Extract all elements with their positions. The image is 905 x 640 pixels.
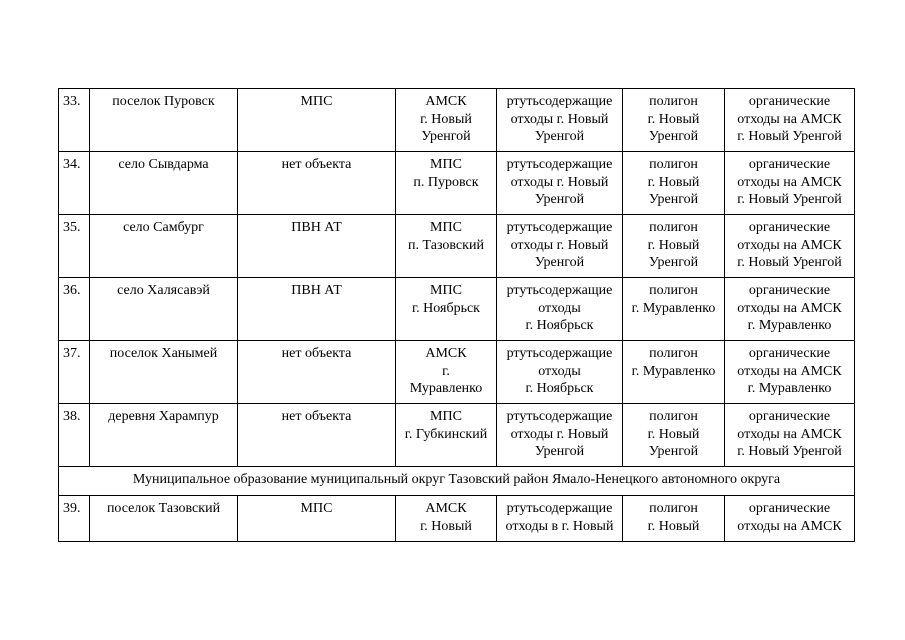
cell-line: г. Новый Уренгой — [737, 129, 842, 144]
cell-line: органические — [748, 94, 831, 109]
cell-line: органические — [748, 283, 831, 298]
cell-line: органические — [748, 409, 831, 424]
cell-line: полигон — [649, 220, 698, 235]
settlement-cell: поселок Ханымей — [90, 341, 238, 404]
cell-line: отходы на АМСК — [737, 426, 842, 442]
settlement-cell: поселок Пуровск — [90, 89, 238, 152]
settlement-cell: село Сывдарма — [90, 152, 238, 215]
object-cell: нет объекта — [238, 152, 396, 215]
cell-line: г. Губкинский — [404, 426, 488, 442]
cell-line: г. Новый — [647, 426, 700, 442]
transfer-cell — [396, 152, 497, 215]
object-cell: нет объекта — [238, 404, 396, 467]
table-row — [59, 215, 855, 278]
cell-line: г. Ноябрьск — [525, 318, 594, 333]
mercury-waste-cell — [497, 89, 623, 152]
transfer-cell — [396, 278, 497, 341]
cell-line: г. Новый Уренгой — [737, 444, 842, 459]
mercury-waste-cell — [497, 152, 623, 215]
cell-line: Уренгой — [648, 192, 699, 207]
organic-waste-cell — [725, 278, 855, 341]
row-number: 34. — [59, 152, 90, 215]
row-number: 39. — [59, 496, 90, 542]
cell-line: отходы на АМСК — [737, 363, 842, 379]
cell-line: г. Муравленко — [747, 381, 832, 396]
organic-waste-cell — [725, 152, 855, 215]
landfill-cell — [623, 404, 725, 467]
cell-line: АМСК — [425, 501, 467, 516]
cell-line: ртутьсодержащие — [506, 220, 613, 235]
cell-line: Муравленко — [409, 381, 483, 396]
cell-line: ртутьсодержащие — [506, 501, 613, 516]
organic-waste-cell — [725, 341, 855, 404]
cell-line: отходы г. Новый — [510, 174, 609, 190]
cell-line: г. Новый — [420, 111, 472, 127]
transfer-cell — [396, 496, 497, 542]
row-number: 35. — [59, 215, 90, 278]
cell-line: г. Новый — [647, 518, 700, 534]
cell-line: г. Новый — [647, 237, 700, 253]
organic-waste-cell — [725, 404, 855, 467]
cell-line: г. Ноябрьск — [525, 381, 594, 396]
cell-line: ртутьсодержащие — [506, 157, 613, 172]
transfer-cell — [396, 341, 497, 404]
organic-waste-cell — [725, 89, 855, 152]
object-cell: ПВН АТ — [238, 278, 396, 341]
cell-line: отходы г. Новый — [510, 111, 609, 127]
cell-line: органические — [748, 220, 831, 235]
cell-line: АМСК — [425, 346, 467, 361]
object-cell: МПС — [238, 496, 396, 542]
cell-line: ртутьсодержащие — [506, 94, 613, 109]
row-number: 36. — [59, 278, 90, 341]
mercury-waste-cell — [497, 496, 623, 542]
cell-line: полигон — [649, 346, 698, 361]
cell-line: полигон — [649, 283, 698, 298]
landfill-cell — [623, 496, 725, 542]
cell-line: отходы г. Новый — [510, 237, 609, 253]
table-row — [59, 278, 855, 341]
organic-waste-cell — [725, 496, 855, 542]
table-row — [59, 341, 855, 404]
cell-line: Уренгой — [534, 129, 585, 144]
object-cell: нет объекта — [238, 341, 396, 404]
cell-line: ртутьсодержащие — [506, 409, 613, 424]
cell-line: МПС — [430, 220, 462, 235]
cell-line: г. Новый Уренгой — [737, 255, 842, 270]
cell-line: г. Новый — [647, 174, 700, 190]
row-number: 33. — [59, 89, 90, 152]
landfill-cell — [623, 278, 725, 341]
cell-line: г. — [442, 363, 450, 379]
cell-line: г. Ноябрьск — [412, 300, 480, 316]
cell-line: полигон — [649, 501, 698, 516]
cell-line: МПС — [430, 409, 462, 424]
cell-line: Уренгой — [534, 444, 585, 459]
landfill-cell — [623, 89, 725, 152]
mercury-waste-cell — [497, 341, 623, 404]
object-cell: МПС — [238, 89, 396, 152]
cell-line: отходы на АМСК — [737, 174, 842, 190]
cell-line: отходы на АМСК — [737, 518, 842, 534]
cell-line: АМСК — [425, 94, 467, 109]
organic-waste-cell — [725, 215, 855, 278]
transfer-cell — [396, 89, 497, 152]
cell-line: МПС — [430, 283, 462, 298]
cell-line: Уренгой — [648, 444, 699, 459]
cell-line: Уренгой — [534, 192, 585, 207]
transfer-cell — [396, 404, 497, 467]
object-cell: ПВН АТ — [238, 215, 396, 278]
cell-line: отходы — [538, 363, 581, 379]
cell-line: отходы г. Новый — [510, 426, 609, 442]
cell-line: полигон — [649, 94, 698, 109]
cell-line: г. Муравленко — [631, 363, 716, 379]
cell-line: ртутьсодержащие — [506, 283, 613, 298]
cell-line: г. Муравленко — [631, 300, 716, 316]
cell-line: отходы — [538, 300, 581, 316]
row-number: 37. — [59, 341, 90, 404]
table-row — [59, 89, 855, 152]
cell-line: отходы на АМСК — [737, 111, 842, 127]
cell-line: г. Новый — [420, 518, 472, 534]
settlement-cell: деревня Харампур — [90, 404, 238, 467]
cell-line: г. Муравленко — [747, 318, 832, 333]
landfill-cell — [623, 341, 725, 404]
row-number: 38. — [59, 404, 90, 467]
cell-line: Уренгой — [648, 255, 699, 270]
transfer-cell — [396, 215, 497, 278]
section-title: Муниципальное образование муниципальный округ Тазовский район Ямало-Ненецкого автономного округа — [59, 467, 855, 496]
cell-line: отходы на АМСК — [737, 237, 842, 253]
cell-line: Уренгой — [534, 255, 585, 270]
cell-line: органические — [748, 501, 831, 516]
mercury-waste-cell — [497, 404, 623, 467]
table-body — [59, 89, 855, 542]
cell-line: отходы на АМСК — [737, 300, 842, 316]
cell-line: ртутьсодержащие — [506, 346, 613, 361]
cell-line: г. Новый — [647, 111, 700, 127]
cell-line: полигон — [649, 157, 698, 172]
settlement-cell: поселок Тазовский — [90, 496, 238, 542]
landfill-cell — [623, 152, 725, 215]
cell-line: полигон — [649, 409, 698, 424]
cell-line: органические — [748, 157, 831, 172]
section-heading-row — [59, 467, 855, 496]
settlement-cell: село Халясавэй — [90, 278, 238, 341]
table-row — [59, 404, 855, 467]
cell-line: п. Тазовский — [408, 237, 484, 253]
cell-line: органические — [748, 346, 831, 361]
mercury-waste-cell — [497, 215, 623, 278]
table-row — [59, 152, 855, 215]
cell-line: Уренгой — [648, 129, 699, 144]
table-row — [59, 496, 855, 542]
cell-line: отходы в г. Новый — [505, 518, 614, 534]
cell-line: г. Новый Уренгой — [737, 192, 842, 207]
settlement-cell: село Самбург — [90, 215, 238, 278]
waste-routing-table — [58, 88, 855, 542]
mercury-waste-cell — [497, 278, 623, 341]
landfill-cell — [623, 215, 725, 278]
cell-line: Уренгой — [421, 129, 471, 144]
cell-line: МПС — [430, 157, 462, 172]
cell-line: п. Пуровск — [413, 174, 479, 190]
